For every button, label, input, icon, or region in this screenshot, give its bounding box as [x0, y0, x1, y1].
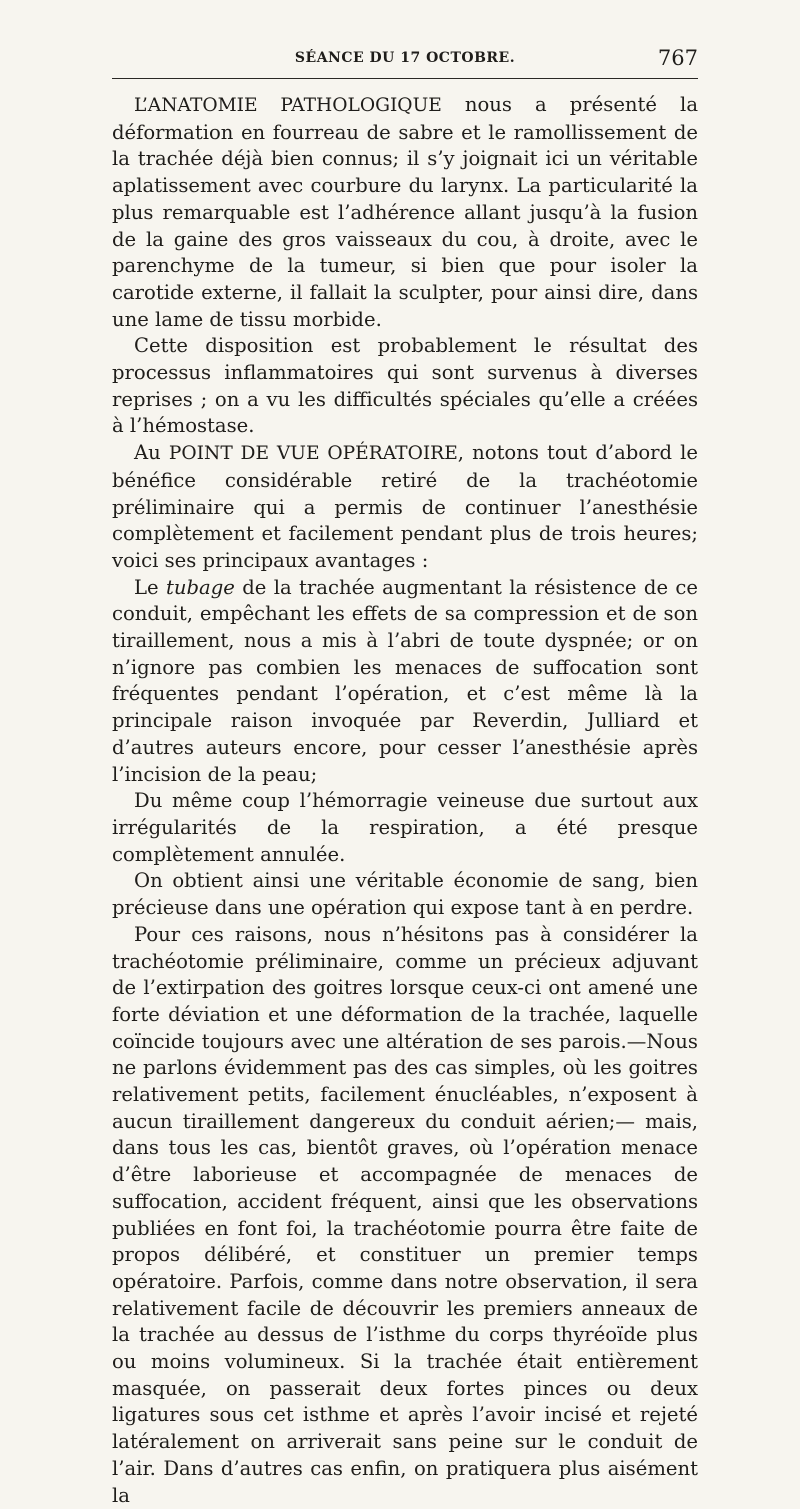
paragraph: Cette disposition est probablement le résultat des processus inflammatoires qui sont survenus à diverses reprises ; on a vu les difficultés spéciales qu’elle a créées à l’hémostase.: [112, 334, 698, 438]
page-number: 767: [657, 46, 698, 70]
running-title: SÉANCE DU 17 OCTOBRE.: [294, 50, 516, 66]
running-header: [112, 46, 698, 72]
section-lead: L’ANATOMIE PATHOLOGIQUE: [134, 95, 442, 116]
emphasis: tubage: [165, 575, 235, 599]
paragraph: L’ANATOMIE PATHOLOGIQUE nous a présenté la déformation en fourreau de sabre et le ramollissement de la trachée déjà bien connus; il s’y joignait ici un véritable aplatissement avec courbure du larynx. La particularité la plus remarquable est l’adhérence allant jusqu’à la fusion de la gaine des gros vaisseaux du cou, à droite, avec le parenchyme de la tumeur, si bien que pour isoler la carotide externe, il fallait la sculpter, pour ainsi dire, dans une lame de tissu morbide.: [112, 93, 698, 331]
paragraph: Le tubage de la trachée augmentant la résistence de ce conduit, empêchant les effets de sa compression et de son tiraillement, nous a mis à l’abri de toute dyspnée; or on n’ignore pas combien les menaces de suffocation sont fréquentes pendant l’opération, et c’est même là la principale raison invoquée par Reverdin, Julliard et d’autres auteurs encore, pour cesser l’anesthésie après l’incision de la peau;: [112, 575, 698, 786]
paragraph: On obtient ainsi une véritable économie de sang, bien précieuse dans une opération qui expose tant à en perdre.: [112, 869, 698, 920]
header-rule: [112, 78, 698, 79]
paragraph: Au POINT DE VUE OPÉRATOIRE, notons tout d’abord le bénéfice considérable retiré de la trachéotomie préliminaire qui a permis de continuer l’anesthésie complètement et facilement pendant plus de trois heures; voici ses principaux avantages :: [112, 441, 699, 572]
body-text: [112, 92, 698, 1509]
section-lead: POINT DE VUE OPÉRATOIRE: [168, 443, 458, 465]
paragraph: Pour ces raisons, nous n’hésitons pas à considérer la trachéotomie préliminaire, comme un précieux adjuvant de l’extirpation des goitres lorsque ceux-ci ont amené une forte déviation et une déformation de la trachée, laquelle coïncide toujours avec une altération de ses parois.—Nous ne parlons évidemment pas des cas simples, où les goitres relativement petits, facilement énucléables, n’exposent à aucun tiraillement dangereux du conduit aérien;— mais, dans tous les cas, bientôt graves, où l’opération menace d’être laborieuse et accompagnée de menaces de suffocation, accident fréquent, ainsi que les observations publiées en font foi, la trachéotomie pourra être faite de propos délibéré, et constituer un premier temps opératoire. Parfois, comme dans notre observation, il sera relativement facile de découvrir les premiers anneaux de la trachée au dessus de l’isthme du corps thyréoïde plus ou moins volumineux. Si la trachée était entièrement masquée, on passerait deux fortes pinces ou deux ligatures sous cet isthme et après l’avoir incisé et rejeté latéralement on arriverait sans peine sur le conduit de l’air. Dans d’autres cas enfin, on pratiquera plus aisément la: [112, 922, 698, 1507]
paragraph: Du même coup l’hémorragie veineuse due surtout aux irrégularités de la respiration, a été presque complètement annulée.: [112, 789, 698, 866]
